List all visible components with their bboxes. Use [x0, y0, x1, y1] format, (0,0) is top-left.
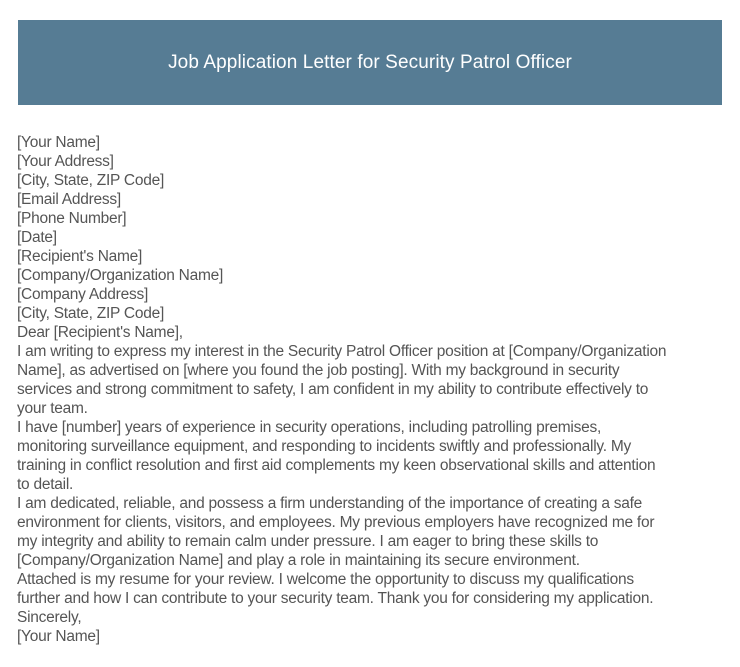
letter-line: Name], as advertised on [where you found the job posting]. With my background in security — [17, 362, 620, 379]
letter-line: Dear [Recipient's Name], — [17, 324, 183, 341]
letter-line: training in conflict resolution and first aid complements my keen observational skills and attention — [17, 457, 656, 474]
letter-line: I am dedicated, reliable, and possess a firm understanding of the importance of creating a safe — [17, 495, 643, 512]
letter-line: [Company/Organization Name] and play a role in maintaining its secure environment. — [17, 552, 580, 569]
title-bar — [18, 20, 722, 105]
letter-line: to detail. — [17, 476, 74, 493]
letter-line: services and strong commitment to safety, I am confident in my ability to contribute effectively to — [17, 381, 649, 398]
letter-line: [Email Address] — [17, 191, 121, 208]
letter-line: I have [number] years of experience in security operations, including patrolling premises, — [17, 419, 602, 436]
letter-line: I am writing to express my interest in the Security Patrol Officer position at [Company/Organization — [17, 343, 667, 360]
letter-line: Attached is my resume for your review. I welcome the opportunity to discuss my qualifications — [17, 571, 634, 588]
letter-line: [Your Name] — [17, 628, 100, 645]
page-title: Job Application Letter for Security Patrol Officer — [168, 51, 572, 73]
letter-line: [City, State, ZIP Code] — [17, 172, 165, 189]
letter-line: monitoring surveillance equipment, and responding to incidents swiftly and professionally. My — [17, 438, 632, 455]
letter-line: [Company/Organization Name] — [17, 267, 224, 284]
letter-line: further and how I can contribute to your security team. Thank you for considering my application. — [17, 590, 654, 607]
letter-line: my integrity and ability to remain calm under pressure. I am eager to bring these skills to — [17, 533, 599, 550]
letter-line: [Date] — [17, 229, 57, 246]
letter-line: environment for clients, visitors, and employees. My previous employers have recognized me for — [17, 514, 655, 531]
letter-line: [Your Name] — [17, 134, 100, 151]
letter-line: your team. — [17, 400, 88, 417]
letter-body — [0, 133, 740, 646]
letter-line: [Your Address] — [17, 153, 114, 170]
letter-line: [Company Address] — [17, 286, 149, 303]
letter-line: [City, State, ZIP Code] — [17, 305, 165, 322]
letter-line: [Recipient's Name] — [17, 248, 143, 265]
letter-line: Sincerely, — [17, 609, 82, 626]
letter-line: [Phone Number] — [17, 210, 127, 227]
